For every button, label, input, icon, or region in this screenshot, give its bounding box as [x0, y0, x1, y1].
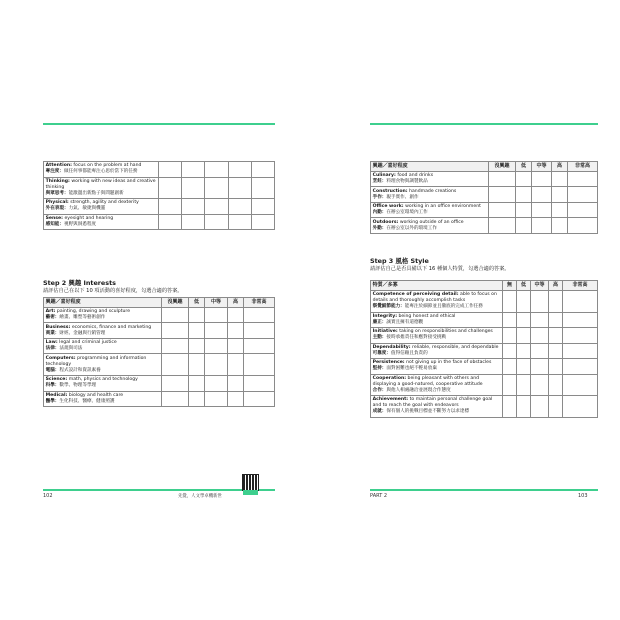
row-label-zh: 可靠度： [372, 350, 391, 356]
row-label-cell [44, 162, 159, 178]
row-label-cell [371, 312, 503, 328]
rating-checkbox-cell[interactable] [251, 199, 274, 215]
row-text-en: math, physics and technology [67, 377, 138, 383]
row-label-zh: 烹飪： [372, 179, 387, 185]
rating-checkbox-cell[interactable] [563, 374, 598, 396]
rating-checkbox-cell[interactable] [228, 307, 244, 323]
row-text-en: handmade creations [407, 188, 457, 194]
row-label-cell [371, 171, 489, 187]
rating-checkbox-cell[interactable] [162, 354, 189, 376]
rating-checkbox-cell[interactable] [205, 214, 228, 230]
rating-checkbox-cell[interactable] [205, 199, 228, 215]
column-header-trait: 興趣／喜好程度 [44, 298, 162, 308]
qr-tab [243, 490, 258, 495]
row-label-zh: 外勤： [372, 225, 387, 231]
rating-checkbox-cell[interactable] [563, 359, 598, 375]
rating-checkbox-cell[interactable] [568, 171, 598, 187]
row-label-en: Achievement: [372, 397, 409, 403]
row-zh [46, 191, 157, 197]
row-label-zh: 藝術： [45, 315, 60, 321]
row-text-zh: 值得信賴且負責的 [390, 350, 428, 356]
column-header-rating: 沒興趣 [162, 298, 189, 308]
row-text-zh: 程式設計和資訊素養 [59, 367, 101, 373]
rating-checkbox-cell[interactable] [549, 359, 563, 375]
column-header-rating: 非常高 [244, 298, 275, 308]
rating-checkbox-cell[interactable] [205, 307, 228, 323]
row-label-cell [44, 391, 162, 407]
rating-checkbox-cell[interactable] [503, 374, 517, 396]
rating-checkbox-cell[interactable] [228, 338, 244, 354]
rating-checkbox-cell[interactable] [244, 307, 275, 323]
row-text-en: working outside of an office [398, 219, 464, 225]
row-label-en: Competence of perceiving detail: [372, 292, 459, 298]
table-row [371, 374, 598, 396]
row-label-zh: 專注度： [45, 169, 64, 175]
row-text-en: focus on the problem at hand [71, 163, 142, 169]
rating-checkbox-cell[interactable] [162, 376, 189, 392]
rating-checkbox-cell[interactable] [552, 187, 568, 203]
row-zh [46, 169, 157, 175]
row-zh [373, 210, 487, 216]
row-label-en: Initiative: [372, 329, 398, 335]
table-row [44, 214, 275, 230]
row-text-en: food and drinks [395, 173, 434, 179]
rating-checkbox-cell[interactable] [549, 374, 563, 396]
table-row [371, 202, 598, 218]
row-label-cell [371, 343, 503, 359]
rating-checkbox-cell[interactable] [159, 199, 182, 215]
rating-checkbox-cell[interactable] [549, 290, 563, 312]
row-label-en: Outdoors: [372, 219, 399, 225]
right-page-number: 103 [578, 493, 588, 499]
rating-checkbox-cell[interactable] [531, 359, 549, 375]
column-header-rating: 非常高 [568, 162, 598, 172]
rating-checkbox-cell[interactable] [503, 343, 517, 359]
rating-checkbox-cell[interactable] [552, 218, 568, 234]
row-label-cell [44, 307, 162, 323]
row-zh [373, 304, 501, 310]
rating-checkbox-cell[interactable] [182, 214, 205, 230]
row-label-cell [371, 374, 503, 396]
row-label-zh: 法律： [45, 346, 60, 352]
rating-checkbox-cell[interactable] [549, 396, 563, 418]
table-row [371, 187, 598, 203]
row-text-zh: 親手實作、創作 [386, 194, 419, 200]
row-label-cell [44, 199, 159, 215]
row-label-en: Medical: [45, 392, 68, 398]
row-label-en: Thinking: [45, 178, 70, 184]
row-text-zh: 生化科技、醫療、健康照護 [59, 398, 115, 404]
style-table [370, 280, 598, 418]
rating-checkbox-cell[interactable] [531, 343, 549, 359]
row-label-zh: 與眾思考： [45, 190, 69, 196]
rating-checkbox-cell[interactable] [162, 338, 189, 354]
column-header-rating: 無 [503, 281, 517, 291]
rating-checkbox-cell[interactable] [503, 328, 517, 344]
row-label-en: Art: [45, 309, 56, 315]
row-text-en: economics, finance and marketing [70, 324, 152, 330]
column-header-rating: 低 [189, 298, 205, 308]
rating-checkbox-cell[interactable] [531, 312, 549, 328]
rating-checkbox-cell[interactable] [228, 177, 251, 199]
column-header-rating: 中等 [531, 281, 549, 291]
rating-checkbox-cell[interactable] [563, 290, 598, 312]
rating-checkbox-cell[interactable] [189, 391, 205, 407]
rating-checkbox-cell[interactable] [489, 218, 516, 234]
rating-checkbox-cell[interactable] [563, 312, 598, 328]
row-label-en: Law: [45, 340, 58, 346]
table-row [371, 290, 598, 312]
row-text-en: able to focus on details and thoroughly accomplish tasks [372, 292, 497, 304]
column-header-rating: 中等 [205, 298, 228, 308]
rating-checkbox-cell[interactable] [516, 187, 532, 203]
column-header-rating: 非常高 [563, 281, 598, 291]
row-text-zh: 面對困難也絕不輕易放棄 [386, 366, 437, 372]
rating-checkbox-cell[interactable] [517, 374, 531, 396]
rating-checkbox-cell[interactable] [516, 202, 532, 218]
row-text-zh: 視野與洞悉程度 [63, 221, 97, 227]
rating-checkbox-cell[interactable] [228, 214, 251, 230]
rating-checkbox-cell[interactable] [228, 199, 251, 215]
row-label-en: Sense: [45, 215, 63, 221]
row-text-zh: 力氣、敏捷與機靈 [68, 206, 106, 212]
row-label-zh: 察覺細節能力： [372, 304, 405, 310]
rating-checkbox-cell[interactable] [517, 290, 531, 312]
rating-checkbox-cell[interactable] [568, 187, 598, 203]
rating-checkbox-cell[interactable] [244, 323, 275, 339]
row-text-en: being honest and ethical [397, 313, 456, 319]
rating-checkbox-cell[interactable] [189, 323, 205, 339]
table-row [371, 396, 598, 418]
row-text-en: taking on responsibilities and challenges [397, 329, 493, 335]
rating-checkbox-cell[interactable] [517, 343, 531, 359]
row-text-zh: 料理食物與調製飲品 [386, 179, 428, 185]
row-label-zh: 成就： [372, 409, 387, 415]
row-label-cell [44, 354, 162, 376]
rating-checkbox-cell[interactable] [532, 218, 552, 234]
rating-checkbox-cell[interactable] [205, 338, 228, 354]
table-row [44, 162, 275, 178]
column-header-rating: 中等 [532, 162, 552, 172]
rating-checkbox-cell[interactable] [205, 354, 228, 376]
row-label-en: Physical: [45, 200, 69, 206]
row-zh [373, 409, 501, 415]
rating-checkbox-cell[interactable] [563, 343, 598, 359]
row-label-zh: 科學： [45, 383, 60, 389]
row-text-zh: 誠實且擁有道德觀 [386, 319, 424, 325]
right-page [310, 0, 620, 620]
step2-title: Step 2 興趣 Interests [43, 279, 116, 287]
rating-checkbox-cell[interactable] [228, 323, 244, 339]
row-label-zh: 醫學： [45, 398, 60, 404]
rating-checkbox-cell[interactable] [517, 396, 531, 418]
row-text-zh: 能專注於細節並且徹底的完成工作任務 [404, 304, 483, 310]
table-row [371, 218, 598, 234]
row-label-en: Dependability: [372, 344, 411, 350]
right-table-1 [370, 161, 598, 234]
row-zh [46, 399, 160, 405]
column-header-rating: 低 [517, 281, 531, 291]
rating-checkbox-cell[interactable] [228, 391, 244, 407]
rating-checkbox-cell[interactable] [568, 202, 598, 218]
row-zh [46, 222, 157, 228]
row-label-cell [44, 338, 162, 354]
rating-checkbox-cell[interactable] [244, 376, 275, 392]
rating-checkbox-cell[interactable] [489, 202, 516, 218]
rating-checkbox-cell[interactable] [182, 177, 205, 199]
row-text-en: not giving up in the face of obstacles [404, 360, 492, 366]
rating-checkbox-cell[interactable] [244, 354, 275, 376]
rating-checkbox-cell[interactable] [251, 177, 274, 199]
rating-checkbox-cell[interactable] [531, 328, 549, 344]
column-header-rating: 低 [516, 162, 532, 172]
column-header-rating: 高 [552, 162, 568, 172]
row-text-zh: 繪畫、雕塑等藝術創作 [59, 315, 106, 321]
row-text-en: strength, agility and dexterity [68, 200, 139, 206]
rating-checkbox-cell[interactable] [503, 359, 517, 375]
rating-checkbox-cell[interactable] [489, 171, 516, 187]
part-label: PART 2 [370, 493, 388, 499]
row-zh [373, 320, 501, 326]
rating-checkbox-cell[interactable] [244, 338, 275, 354]
table-row [44, 354, 275, 376]
table-row [371, 312, 598, 328]
rating-checkbox-cell[interactable] [531, 290, 549, 312]
row-text-en: working with new ideas and creative thinking [45, 178, 156, 190]
row-text-zh: 保有個人的挑戰目標並不斷努力以求達標 [386, 409, 470, 415]
rating-checkbox-cell[interactable] [162, 391, 189, 407]
row-label-en: Construction: [372, 188, 408, 194]
rating-checkbox-cell[interactable] [205, 162, 228, 178]
table-row [371, 359, 598, 375]
row-label-en: Science: [45, 377, 68, 383]
row-text-zh: 與他人相處融洽並展現合作態度 [386, 387, 451, 393]
rating-checkbox-cell[interactable] [205, 391, 228, 407]
row-label-cell [44, 177, 159, 199]
rating-checkbox-cell[interactable] [182, 199, 205, 215]
row-text-en: eyesight and hearing [62, 215, 114, 221]
step2-intro: 請評估自己在以下 10 項活動的喜好程度，勾選合適的答案。 [43, 288, 183, 294]
rating-checkbox-cell[interactable] [182, 162, 205, 178]
column-header-rating: 高 [228, 298, 244, 308]
left-table-1 [43, 161, 275, 230]
row-text-en: to maintain personal challenge goal and to reach the goal with endeavors [372, 397, 493, 409]
rating-checkbox-cell[interactable] [516, 171, 532, 187]
row-label-cell [371, 396, 503, 418]
row-label-en: Persistence: [372, 360, 405, 366]
rating-checkbox-cell[interactable] [189, 338, 205, 354]
row-label-en: Business: [45, 324, 71, 330]
row-text-zh: 數學、物理等學理 [59, 383, 97, 389]
table-row [371, 171, 598, 187]
left-top-rule [43, 123, 275, 125]
table-row [44, 177, 275, 199]
rating-checkbox-cell[interactable] [531, 374, 549, 396]
step3-intro: 請評估自己是否具備以下 16 種個人特質，勾選合適的答案。 [370, 266, 510, 272]
rating-checkbox-cell[interactable] [503, 290, 517, 312]
table-row [371, 328, 598, 344]
table-row [44, 391, 275, 407]
rating-checkbox-cell[interactable] [189, 354, 205, 376]
rating-checkbox-cell[interactable] [205, 376, 228, 392]
row-label-en: Culinary: [372, 173, 396, 179]
row-zh [373, 366, 501, 372]
left-bottom-rule [43, 489, 275, 491]
row-text-en: reliable, responsible, and dependable [410, 344, 499, 350]
row-label-cell [44, 323, 162, 339]
row-label-zh: 商業： [45, 330, 60, 336]
rating-checkbox-cell[interactable] [489, 187, 516, 203]
left-running-title: 先覺，人文學卓機新世 [178, 494, 222, 499]
row-zh [46, 368, 160, 374]
row-label-en: Cooperation: [372, 375, 407, 381]
row-label-cell [44, 214, 159, 230]
table-row [371, 343, 598, 359]
row-zh [46, 315, 160, 321]
row-zh [46, 383, 160, 389]
row-label-cell [371, 328, 503, 344]
qr-code-icon [242, 474, 259, 491]
row-label-zh: 堅持： [372, 366, 387, 372]
row-label-zh: 感知能： [45, 221, 64, 227]
row-zh [46, 346, 160, 352]
rating-checkbox-cell[interactable] [516, 218, 532, 234]
rating-checkbox-cell[interactable] [568, 218, 598, 234]
rating-checkbox-cell[interactable] [228, 376, 244, 392]
rating-checkbox-cell[interactable] [162, 323, 189, 339]
rating-checkbox-cell[interactable] [503, 312, 517, 328]
row-zh [373, 351, 501, 357]
column-header-trait: 特質／多寡 [371, 281, 503, 291]
row-text-en: being pleasant with others and displaying a good-natured, cooperative attitude [372, 375, 483, 387]
rating-checkbox-cell[interactable] [549, 343, 563, 359]
row-text-zh: 在辦公室環境內工作 [386, 210, 428, 216]
rating-checkbox-cell[interactable] [159, 177, 182, 199]
rating-checkbox-cell[interactable] [532, 202, 552, 218]
rating-checkbox-cell[interactable] [563, 396, 598, 418]
table-row [44, 376, 275, 392]
row-label-zh: 內勤： [372, 210, 387, 216]
row-zh [373, 335, 501, 341]
row-zh [373, 195, 487, 201]
row-label-en: Attention: [45, 163, 72, 169]
row-zh [373, 226, 487, 232]
row-label-cell [371, 359, 503, 375]
row-zh [373, 179, 487, 185]
table-row [44, 338, 275, 354]
rating-checkbox-cell[interactable] [205, 177, 228, 199]
row-text-zh: 做任何事都能專注心思於當下的任務 [63, 169, 138, 175]
rating-checkbox-cell[interactable] [503, 396, 517, 418]
row-label-zh: 合作： [372, 387, 387, 393]
rating-checkbox-cell[interactable] [517, 359, 531, 375]
row-text-zh: 法規與司法 [59, 346, 83, 352]
rating-checkbox-cell[interactable] [532, 171, 552, 187]
row-text-en: painting, drawing and sculpture [55, 309, 131, 315]
row-label-cell [371, 187, 489, 203]
rating-checkbox-cell[interactable] [244, 391, 275, 407]
row-label-cell [371, 202, 489, 218]
row-text-en: working in an office environment [403, 204, 481, 210]
row-zh [373, 388, 501, 394]
row-label-cell [44, 376, 162, 392]
rating-checkbox-cell[interactable] [549, 328, 563, 344]
table-row [44, 323, 275, 339]
row-label-en: Integrity: [372, 313, 398, 319]
row-text-zh: 財經、金融與行銷管理 [59, 330, 106, 336]
rating-checkbox-cell[interactable] [549, 312, 563, 328]
column-header-rating: 高 [549, 281, 563, 291]
rating-checkbox-cell[interactable] [189, 376, 205, 392]
rating-checkbox-cell[interactable] [552, 202, 568, 218]
row-text-zh: 能激盪出新點子與問題創新 [68, 190, 124, 196]
rating-checkbox-cell[interactable] [159, 162, 182, 178]
row-label-zh: 外在表現： [45, 206, 69, 212]
row-text-en: legal and criminal justice [57, 340, 117, 346]
row-label-en: Office work: [372, 204, 404, 210]
row-text-en: biology and health care [67, 392, 124, 398]
row-zh [46, 206, 157, 212]
row-zh [46, 331, 160, 337]
row-label-zh: 廉正： [372, 319, 387, 325]
rating-checkbox-cell[interactable] [517, 312, 531, 328]
row-label-zh: 電腦： [45, 367, 60, 373]
rating-checkbox-cell[interactable] [228, 162, 251, 178]
table-row [44, 199, 275, 215]
right-bottom-rule [370, 489, 598, 491]
interests-table [43, 297, 275, 407]
left-page-number: 102 [43, 493, 53, 499]
rating-checkbox-cell[interactable] [228, 354, 244, 376]
right-top-rule [370, 123, 598, 125]
rating-checkbox-cell[interactable] [563, 328, 598, 344]
rating-checkbox-cell[interactable] [159, 214, 182, 230]
row-label-en: Computers: [45, 355, 76, 361]
row-label-cell [371, 218, 489, 234]
rating-checkbox-cell[interactable] [189, 307, 205, 323]
rating-checkbox-cell[interactable] [251, 214, 274, 230]
row-text-en: programming and information technology [45, 355, 147, 367]
rating-checkbox-cell[interactable] [532, 187, 552, 203]
rating-checkbox-cell[interactable] [531, 396, 549, 418]
rating-checkbox-cell[interactable] [517, 328, 531, 344]
rating-checkbox-cell[interactable] [251, 162, 274, 178]
column-header-rating: 沒興趣 [489, 162, 516, 172]
table-row [44, 307, 275, 323]
rating-checkbox-cell[interactable] [205, 323, 228, 339]
column-header-trait: 興趣／喜好程度 [371, 162, 489, 172]
step3-title: Step 3 風格 Style [370, 257, 429, 265]
row-label-zh: 手作： [372, 194, 387, 200]
row-text-zh: 接時承擔責任和應對接受挑戰 [386, 335, 447, 341]
rating-checkbox-cell[interactable] [162, 307, 189, 323]
rating-checkbox-cell[interactable] [552, 171, 568, 187]
row-text-zh: 在辦公室以外的環境工作 [386, 225, 437, 231]
row-label-cell [371, 290, 503, 312]
row-label-zh: 主動： [372, 335, 387, 341]
